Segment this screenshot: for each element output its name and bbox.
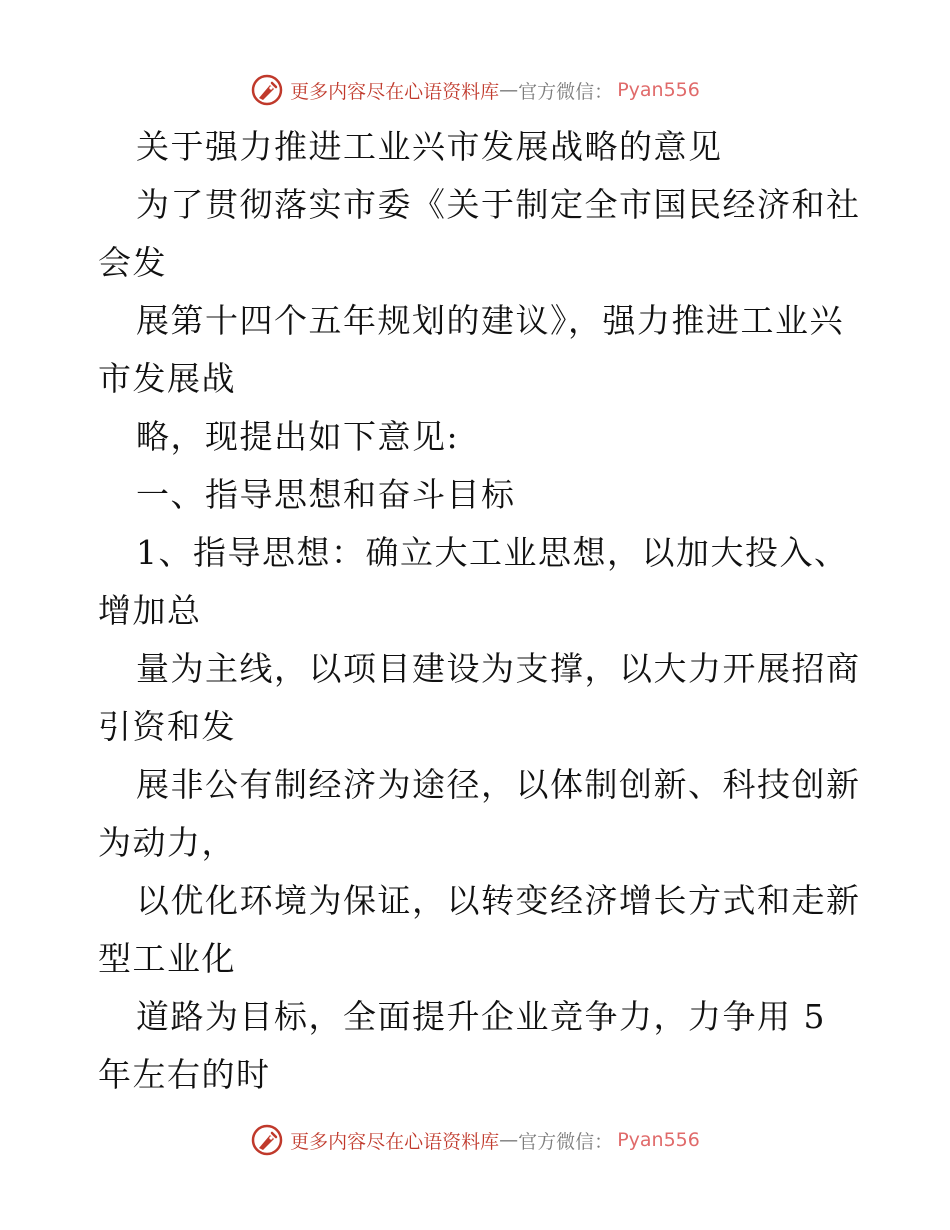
paragraph-line: 量为主线，以项目建设为支撑，以大力开展招商: [136, 649, 861, 688]
banner-wechat-id: Pyan556: [617, 1129, 700, 1151]
banner-dash: —: [499, 79, 519, 101]
document-body: [98, 118, 861, 1104]
banner-wechat-id: Pyan556: [617, 79, 700, 101]
paragraph-line: 1、指导思想：确立大工业思想，以加大投入、: [136, 533, 849, 572]
paragraph-line: 展非公有制经济为途径，以体制创新、科技创新: [136, 765, 861, 804]
paragraph-line: 型工业化: [98, 939, 236, 978]
banner-main-text: 更多内容尽在心语资料库: [290, 80, 500, 103]
paragraph-line: 以优化环境为保证，以转变经济增长方式和走新: [136, 881, 861, 920]
pen-nib-logo-icon: [250, 73, 284, 107]
paragraph-line: 增加总: [98, 591, 202, 630]
banner-main-text: 更多内容尽在心语资料库: [290, 1130, 500, 1153]
footer-banner: [0, 1120, 950, 1160]
banner-dash: —: [499, 1129, 519, 1151]
paragraph-line: 展第十四个五年规划的建议》，强力推进工业兴: [136, 301, 844, 340]
banner-wechat-label: 官方微信：: [518, 80, 614, 103]
paragraph-line: 引资和发: [98, 707, 236, 746]
banner-wechat-label: 官方微信：: [518, 1130, 614, 1153]
paragraph-line: 为动力，: [98, 823, 236, 862]
paragraph-line: 市发展战: [98, 359, 236, 398]
document-title: 关于强力推进工业兴市发展战略的意见: [136, 127, 723, 166]
paragraph-line: 为了贯彻落实市委《关于制定全市国民经济和社: [136, 185, 861, 224]
paragraph-line: 年左右的时: [98, 1055, 271, 1094]
pen-nib-logo-icon: [250, 1123, 284, 1157]
paragraph-line: 会发: [98, 243, 167, 282]
paragraph-line: 道路为目标，全面提升企业竞争力，力争用 5: [136, 997, 826, 1036]
section-heading: 一、指导思想和奋斗目标: [136, 475, 516, 514]
header-banner: [0, 70, 950, 110]
paragraph-line: 略，现提出如下意见:: [136, 417, 460, 456]
